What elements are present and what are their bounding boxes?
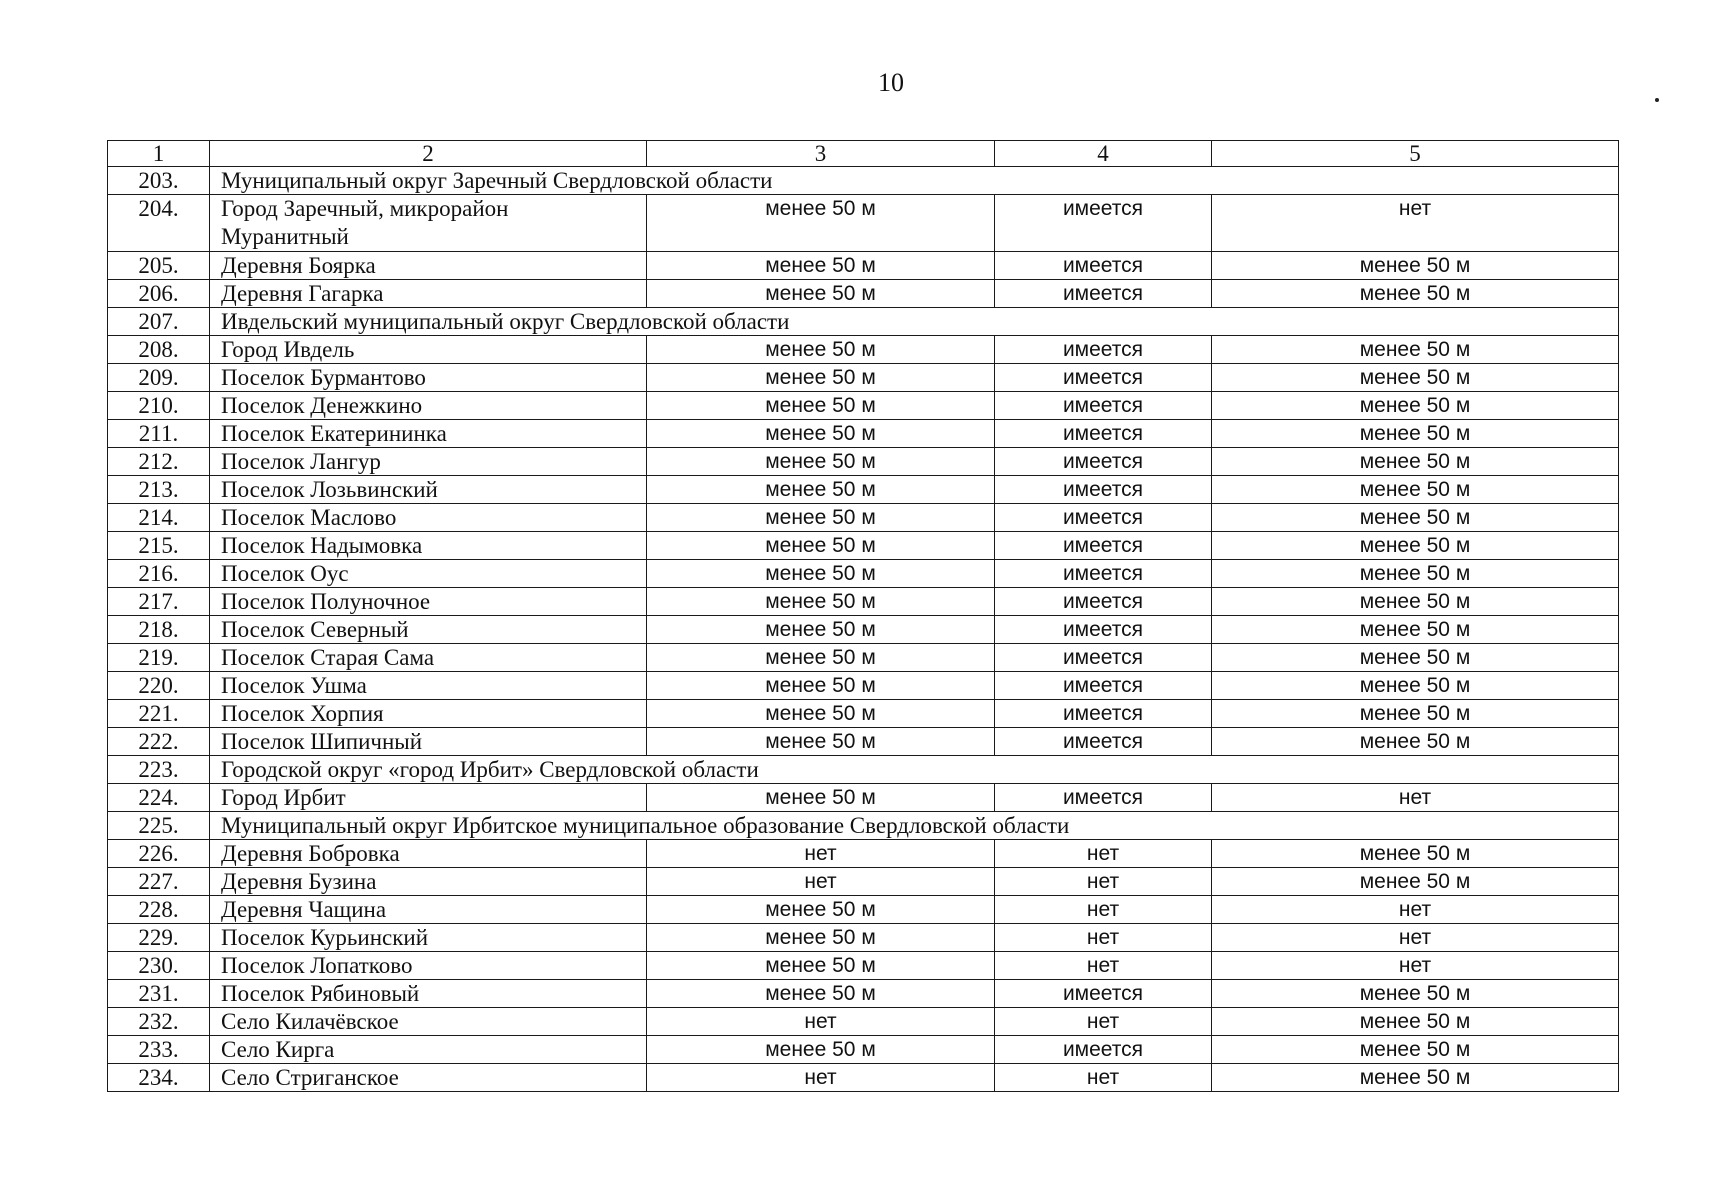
column-5-value: менее 50 м: [1212, 1064, 1619, 1092]
table-row: [108, 252, 1619, 280]
settlement-name: Поселок Бурмантово: [210, 364, 647, 392]
row-number: 205.: [108, 252, 210, 280]
row-number: 203.: [108, 167, 210, 195]
section-row: [108, 167, 1619, 195]
row-number: 211.: [108, 420, 210, 448]
column-3-value: менее 50 м: [647, 280, 995, 308]
table-row: [108, 504, 1619, 532]
settlement-name: Деревня Бобровка: [210, 840, 647, 868]
column-4-value: имеется: [995, 532, 1212, 560]
section-title: Муниципальный округ Ирбитское муниципальное образование Свердловской области: [210, 812, 1619, 840]
column-3-value: менее 50 м: [647, 364, 995, 392]
column-3-value: нет: [647, 1008, 995, 1036]
column-4-value: имеется: [995, 672, 1212, 700]
column-5-value: менее 50 м: [1212, 644, 1619, 672]
column-5-value: менее 50 м: [1212, 532, 1619, 560]
column-5-value: менее 50 м: [1212, 420, 1619, 448]
table-row: [108, 560, 1619, 588]
settlement-name: Поселок Шипичный: [210, 728, 647, 756]
column-3-value: нет: [647, 1064, 995, 1092]
column-4-value: имеется: [995, 700, 1212, 728]
table-row: [108, 784, 1619, 812]
row-number: 221.: [108, 700, 210, 728]
section-title: Городской округ «город Ирбит» Свердловской области: [210, 756, 1619, 784]
column-3-value: нет: [647, 840, 995, 868]
column-3-value: менее 50 м: [647, 700, 995, 728]
row-number: 223.: [108, 756, 210, 784]
row-number: 231.: [108, 980, 210, 1008]
column-5-value: менее 50 м: [1212, 868, 1619, 896]
table-row: [108, 1064, 1619, 1092]
column-5-value: нет: [1212, 784, 1619, 812]
settlement-name: Поселок Ушма: [210, 672, 647, 700]
column-5-value: менее 50 м: [1212, 448, 1619, 476]
column-4-value: имеется: [995, 616, 1212, 644]
section-title: Ивдельский муниципальный округ Свердловской области: [210, 308, 1619, 336]
column-5-value: менее 50 м: [1212, 392, 1619, 420]
column-3-value: менее 50 м: [647, 616, 995, 644]
table-row: [108, 868, 1619, 896]
column-4-value: имеется: [995, 364, 1212, 392]
column-4-value: имеется: [995, 252, 1212, 280]
column-4-value: нет: [995, 896, 1212, 924]
row-number: 233.: [108, 1036, 210, 1064]
column-4-value: имеется: [995, 784, 1212, 812]
table-row: [108, 280, 1619, 308]
settlement-name: Поселок Лангур: [210, 448, 647, 476]
section-title: Муниципальный округ Заречный Свердловской области: [210, 167, 1619, 195]
settlement-name: Город Заречный, микрорайон Муранитный: [210, 195, 647, 252]
table-row: [108, 420, 1619, 448]
table-row: [108, 532, 1619, 560]
table-row: [108, 924, 1619, 952]
column-4-value: нет: [995, 924, 1212, 952]
header-cell-1: 1: [108, 141, 210, 167]
section-row: [108, 308, 1619, 336]
settlement-name: Поселок Екатерининка: [210, 420, 647, 448]
table-row: [108, 1036, 1619, 1064]
settlement-name: Поселок Курьинский: [210, 924, 647, 952]
column-3-value: менее 50 м: [647, 980, 995, 1008]
settlement-name: Поселок Надымовка: [210, 532, 647, 560]
column-4-value: имеется: [995, 980, 1212, 1008]
row-number: 209.: [108, 364, 210, 392]
section-row: [108, 812, 1619, 840]
column-5-value: менее 50 м: [1212, 252, 1619, 280]
header-cell-5: 5: [1212, 141, 1619, 167]
settlement-name: Деревня Боярка: [210, 252, 647, 280]
settlement-name: Город Ивдель: [210, 336, 647, 364]
column-4-value: имеется: [995, 588, 1212, 616]
table-row: [108, 616, 1619, 644]
row-number: 228.: [108, 896, 210, 924]
column-4-value: нет: [995, 1064, 1212, 1092]
page-number: 10: [878, 68, 904, 97]
settlement-name: Село Килачёвское: [210, 1008, 647, 1036]
column-5-value: менее 50 м: [1212, 1008, 1619, 1036]
column-4-value: имеется: [995, 560, 1212, 588]
column-3-value: менее 50 м: [647, 336, 995, 364]
settlement-name: Деревня Чащина: [210, 896, 647, 924]
header-cell-3: 3: [647, 141, 995, 167]
column-5-value: менее 50 м: [1212, 560, 1619, 588]
column-5-value: менее 50 м: [1212, 280, 1619, 308]
column-5-value: менее 50 м: [1212, 588, 1619, 616]
column-5-value: менее 50 м: [1212, 364, 1619, 392]
column-4-value: нет: [995, 952, 1212, 980]
settlement-name: Деревня Бузина: [210, 868, 647, 896]
settlement-name: Село Стриганское: [210, 1064, 647, 1092]
column-5-value: менее 50 м: [1212, 728, 1619, 756]
row-number: 212.: [108, 448, 210, 476]
settlement-name: Поселок Северный: [210, 616, 647, 644]
column-5-value: менее 50 м: [1212, 980, 1619, 1008]
column-3-value: менее 50 м: [647, 644, 995, 672]
row-number: 206.: [108, 280, 210, 308]
row-number: 217.: [108, 588, 210, 616]
table-row: [108, 644, 1619, 672]
column-4-value: имеется: [995, 448, 1212, 476]
table-row: [108, 195, 1619, 252]
column-3-value: менее 50 м: [647, 588, 995, 616]
settlement-name: Поселок Лозьвинский: [210, 476, 647, 504]
table-row: [108, 588, 1619, 616]
column-3-value: менее 50 м: [647, 672, 995, 700]
column-5-value: нет: [1212, 924, 1619, 952]
column-4-value: имеется: [995, 644, 1212, 672]
row-number: 219.: [108, 644, 210, 672]
column-5-value: нет: [1212, 195, 1619, 252]
row-number: 225.: [108, 812, 210, 840]
row-number: 229.: [108, 924, 210, 952]
table-row: [108, 672, 1619, 700]
table-row: [108, 364, 1619, 392]
column-4-value: имеется: [995, 476, 1212, 504]
column-4-value: нет: [995, 840, 1212, 868]
column-4-value: имеется: [995, 504, 1212, 532]
row-number: 208.: [108, 336, 210, 364]
column-4-value: нет: [995, 1008, 1212, 1036]
row-number: 224.: [108, 784, 210, 812]
scan-speck: [1655, 98, 1659, 102]
column-4-value: имеется: [995, 336, 1212, 364]
column-5-value: менее 50 м: [1212, 672, 1619, 700]
settlement-name: Город Ирбит: [210, 784, 647, 812]
row-number: 232.: [108, 1008, 210, 1036]
row-number: 226.: [108, 840, 210, 868]
column-5-value: менее 50 м: [1212, 616, 1619, 644]
row-number: 216.: [108, 560, 210, 588]
table-row: [108, 1008, 1619, 1036]
column-4-value: имеется: [995, 280, 1212, 308]
column-3-value: менее 50 м: [647, 476, 995, 504]
column-4-value: имеется: [995, 392, 1212, 420]
column-3-value: менее 50 м: [647, 952, 995, 980]
column-5-value: менее 50 м: [1212, 336, 1619, 364]
table-row: [108, 952, 1619, 980]
row-number: 230.: [108, 952, 210, 980]
table-row: [108, 896, 1619, 924]
column-3-value: менее 50 м: [647, 924, 995, 952]
column-3-value: менее 50 м: [647, 195, 995, 252]
column-5-value: нет: [1212, 896, 1619, 924]
row-number: 204.: [108, 195, 210, 252]
header-row: [108, 141, 1619, 167]
column-3-value: нет: [647, 868, 995, 896]
column-3-value: менее 50 м: [647, 560, 995, 588]
column-3-value: менее 50 м: [647, 448, 995, 476]
column-3-value: менее 50 м: [647, 532, 995, 560]
column-4-value: имеется: [995, 1036, 1212, 1064]
settlement-name: Поселок Лопатково: [210, 952, 647, 980]
column-4-value: нет: [995, 868, 1212, 896]
column-3-value: менее 50 м: [647, 392, 995, 420]
settlement-name: Поселок Старая Сама: [210, 644, 647, 672]
column-4-value: имеется: [995, 420, 1212, 448]
settlement-name: Село Кирга: [210, 1036, 647, 1064]
row-number: 214.: [108, 504, 210, 532]
table-row: [108, 728, 1619, 756]
row-number: 215.: [108, 532, 210, 560]
row-number: 227.: [108, 868, 210, 896]
table-row: [108, 476, 1619, 504]
table-row: [108, 448, 1619, 476]
row-number: 234.: [108, 1064, 210, 1092]
section-row: [108, 756, 1619, 784]
settlement-name: Поселок Маслово: [210, 504, 647, 532]
column-4-value: имеется: [995, 195, 1212, 252]
row-number: 218.: [108, 616, 210, 644]
row-number: 213.: [108, 476, 210, 504]
row-number: 210.: [108, 392, 210, 420]
column-3-value: менее 50 м: [647, 784, 995, 812]
column-3-value: менее 50 м: [647, 252, 995, 280]
column-3-value: менее 50 м: [647, 420, 995, 448]
column-5-value: нет: [1212, 952, 1619, 980]
column-4-value: имеется: [995, 728, 1212, 756]
column-5-value: менее 50 м: [1212, 504, 1619, 532]
column-3-value: менее 50 м: [647, 728, 995, 756]
table-row: [108, 840, 1619, 868]
settlement-name: Поселок Хорпия: [210, 700, 647, 728]
settlement-name: Поселок Оус: [210, 560, 647, 588]
table-row: [108, 700, 1619, 728]
settlement-name: Поселок Денежкино: [210, 392, 647, 420]
table-row: [108, 392, 1619, 420]
document-table: [107, 140, 1619, 1092]
column-5-value: менее 50 м: [1212, 1036, 1619, 1064]
table-body: [108, 141, 1619, 1092]
table-row: [108, 336, 1619, 364]
settlement-name: Поселок Рябиновый: [210, 980, 647, 1008]
settlement-name: Деревня Гагарка: [210, 280, 647, 308]
column-3-value: менее 50 м: [647, 1036, 995, 1064]
row-number: 220.: [108, 672, 210, 700]
settlement-name: Поселок Полуночное: [210, 588, 647, 616]
header-cell-2: 2: [210, 141, 647, 167]
column-5-value: менее 50 м: [1212, 476, 1619, 504]
column-3-value: менее 50 м: [647, 504, 995, 532]
column-5-value: менее 50 м: [1212, 840, 1619, 868]
row-number: 207.: [108, 308, 210, 336]
column-5-value: менее 50 м: [1212, 700, 1619, 728]
table-row: [108, 980, 1619, 1008]
header-cell-4: 4: [995, 141, 1212, 167]
column-3-value: менее 50 м: [647, 896, 995, 924]
row-number: 222.: [108, 728, 210, 756]
